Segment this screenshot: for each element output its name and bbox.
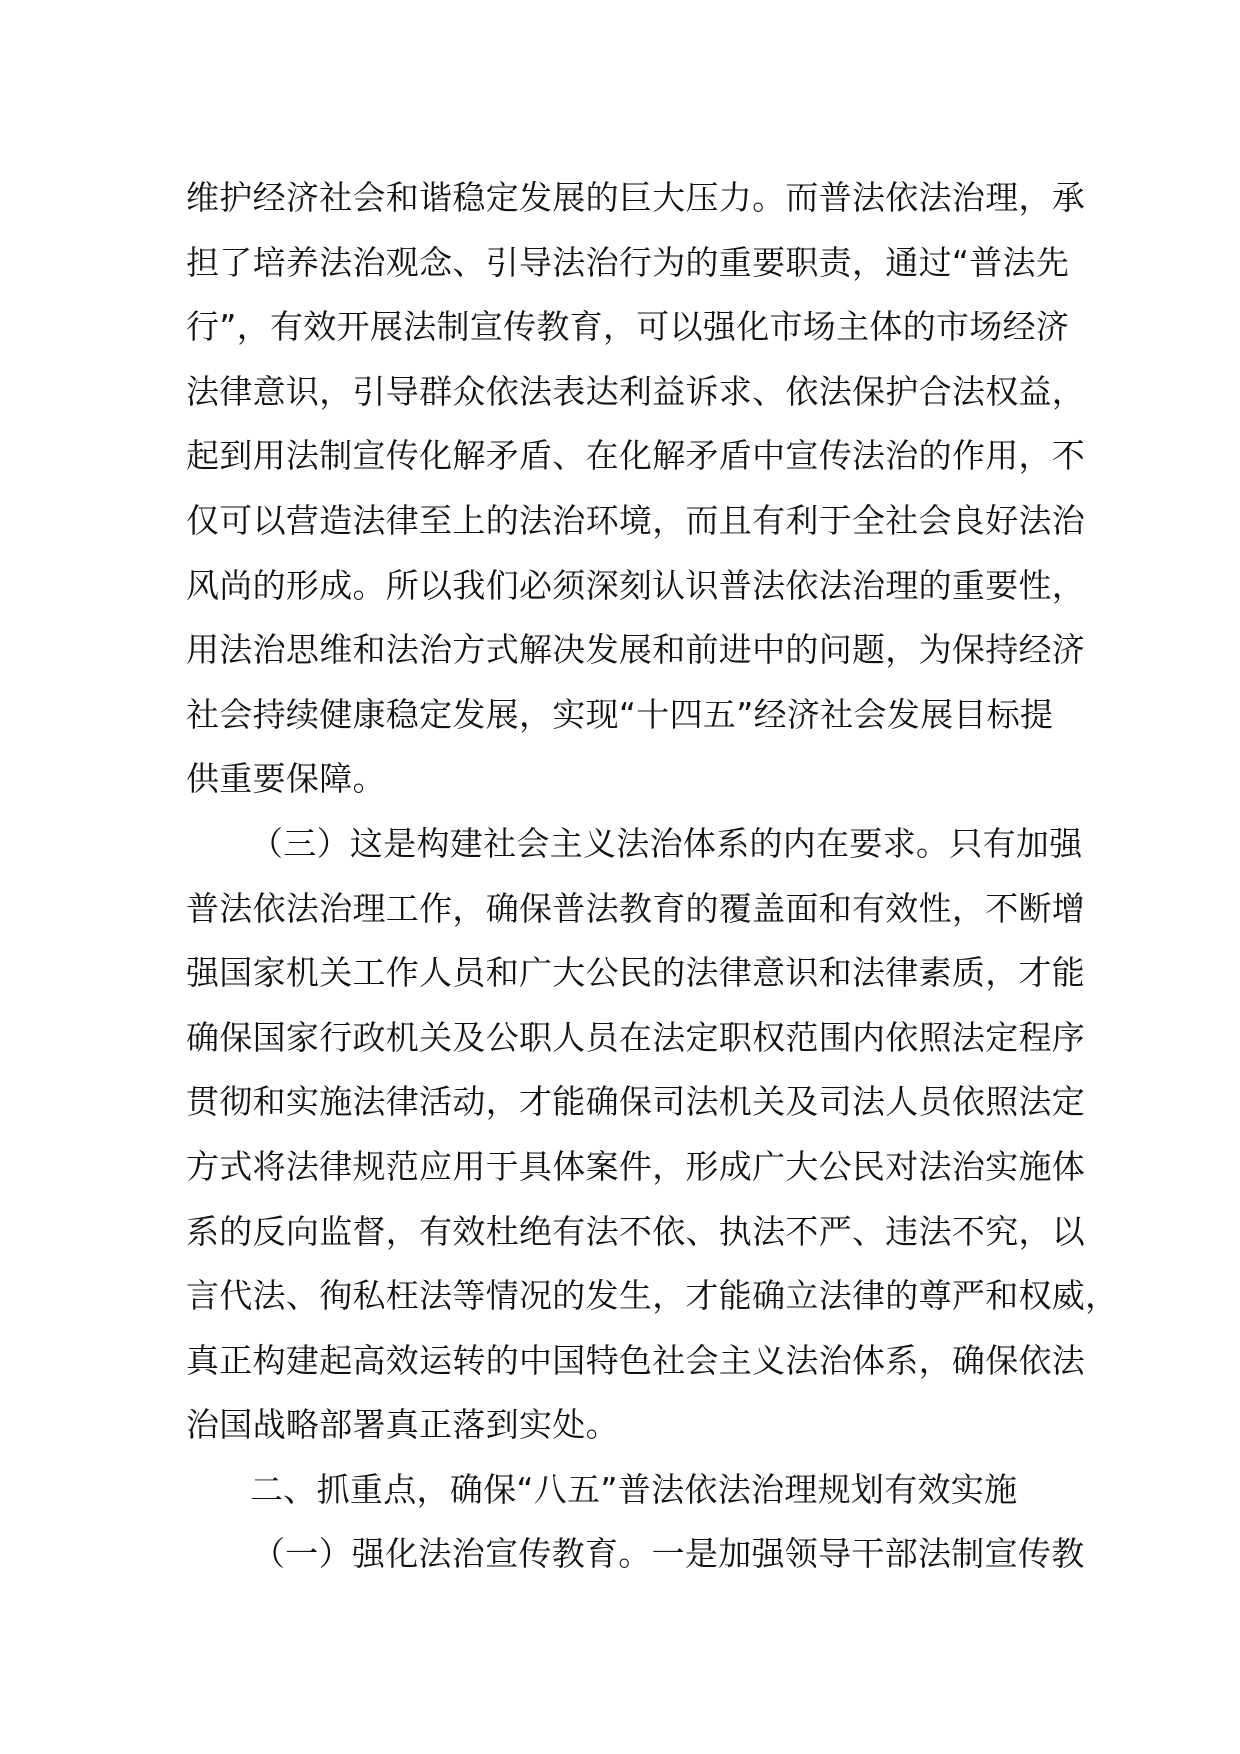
text-line: 确保国家行政机关及公职人员在法定职权范围内依照法定程序 bbox=[186, 1017, 1086, 1057]
text-line: 起到用法制宣传化解矛盾、在化解矛盾中宣传法治的作用，不 bbox=[186, 436, 1086, 476]
text-line: 系的反向监督，有效杜绝有法不依、执法不严、违法不究，以 bbox=[186, 1211, 1086, 1251]
text-line: 普法依法治理工作，确保普法教育的覆盖面和有效性，不断增 bbox=[186, 888, 1086, 928]
text-line: 方式将法律规范应用于具体案件，形成广大公民对法治实施体 bbox=[186, 1146, 1086, 1186]
text-line: 风尚的形成。所以我们必须深刻认识普法依法治理的重要性， bbox=[186, 565, 1086, 605]
text-line: 真正构建起高效运转的中国特色社会主义法治体系，确保依法 bbox=[186, 1340, 1086, 1380]
text-line: 贯彻和实施法律活动，才能确保司法机关及司法人员依照法定 bbox=[186, 1082, 1086, 1122]
text-line: 行”，有效开展法制宣传教育，可以强化市场主体的市场经济 bbox=[186, 307, 1070, 347]
text-line: 仅可以营造法律至上的法治环境，而且有利于全社会良好法治 bbox=[186, 500, 1086, 540]
text-line: 言代法、徇私枉法等情况的发生，才能确立法律的尊严和权威， bbox=[186, 1276, 1119, 1316]
text-line: 维护经济社会和谐稳定发展的巨大压力。而普法依法治理，承 bbox=[186, 178, 1086, 217]
text-line: 治国战略部署真正落到实处。 bbox=[186, 1405, 619, 1445]
paragraph-start-line: （三）这是构建社会主义法治体系的内在要求。只有加强 bbox=[250, 823, 1083, 863]
text-line: 供重要保障。 bbox=[186, 759, 386, 799]
text-line: 法律意识，引导群众依法表达利益诉求、依法保护合法权益， bbox=[186, 371, 1086, 411]
section-heading: 二、抓重点，确保“八五”普法依法治理规划有效实施 bbox=[250, 1469, 1018, 1509]
body-text bbox=[186, 166, 1119, 1587]
text-line: 强国家机关工作人员和广大公民的法律意识和法律素质，才能 bbox=[186, 953, 1086, 993]
text-line: 社会持续健康稳定发展，实现“十四五”经济社会发展目标提 bbox=[186, 694, 1054, 734]
paragraph-start-line: （一）强化法治宣传教育。一是加强领导干部法制宣传教 bbox=[252, 1534, 1085, 1574]
text-line: 用法治思维和法治方式解决发展和前进中的问题，为保持经济 bbox=[186, 630, 1086, 670]
text-line: 担了培养法治观念、引导法治行为的重要职责，通过“普法先 bbox=[186, 242, 1070, 282]
